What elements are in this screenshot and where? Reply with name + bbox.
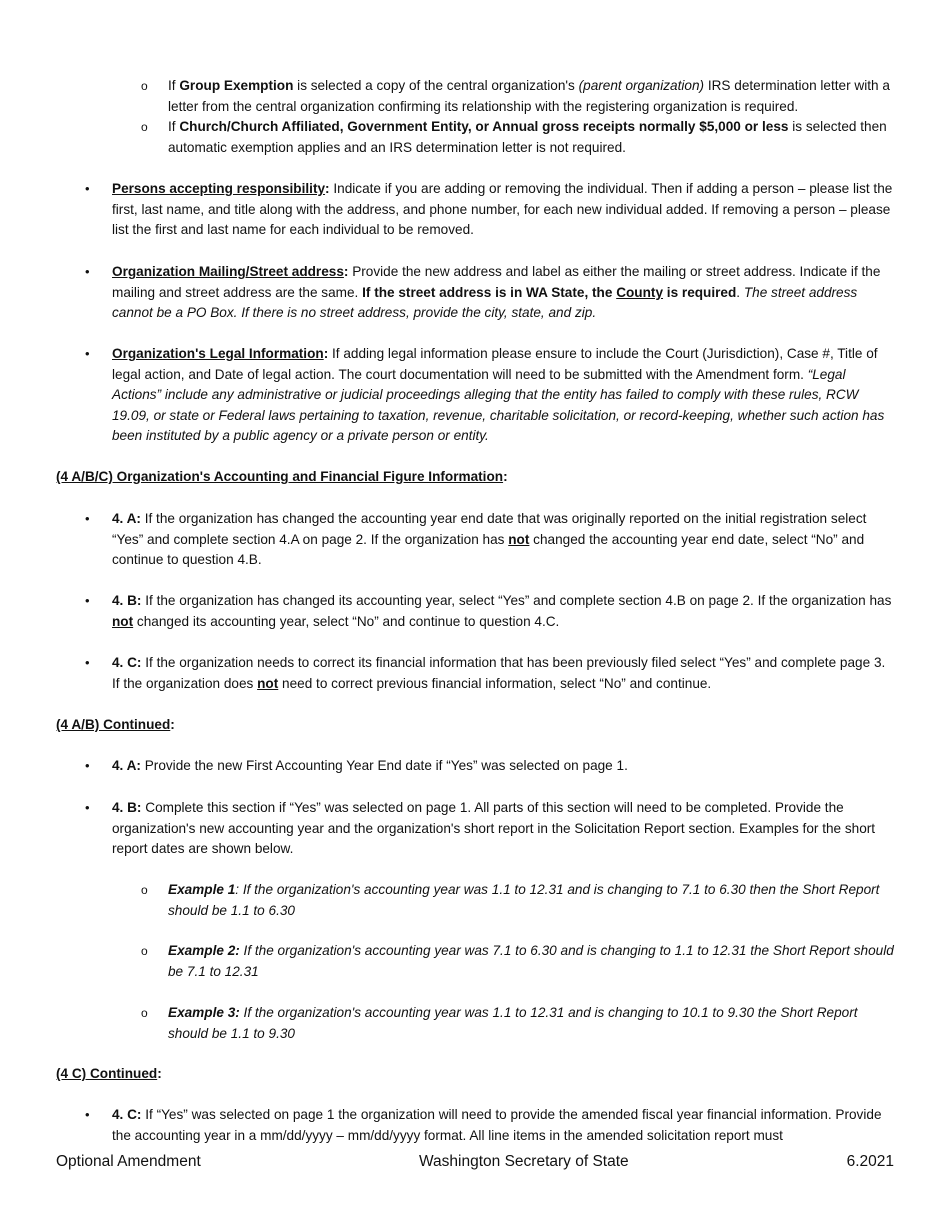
bullet-continued-4c — [85, 1105, 894, 1146]
wa-state-note: If the street address is in WA State, the — [362, 284, 617, 300]
bullet-continued-4b — [85, 798, 894, 860]
sub-item-church — [141, 117, 894, 158]
bullet-4a — [85, 509, 894, 571]
colon: : — [343, 264, 349, 279]
bullet-marker: • — [85, 593, 90, 608]
parent-organization-note: (parent organization) — [578, 78, 705, 93]
church-term: Church/Church Affiliated, Government Entity, or Annual gross receipts normally $5,000 or less — [179, 119, 789, 134]
circle-bullet-marker: o — [141, 120, 148, 134]
section-title: (4 A/B/C) Organization's Accounting and Financial Figure Information — [56, 469, 504, 484]
text: IRS determination letter with a letter from the central organization confirming its relationship with the registering organization is required. — [168, 78, 890, 114]
question-label: 4. A: — [112, 758, 141, 773]
text: If — [168, 78, 180, 93]
persons-label: Persons accepting responsibility — [112, 181, 326, 196]
legal-actions-definition: “Legal Actions” include any administrative or judicial proceedings alleging that the entity has failed to comply with these rules, RCW 19.09, or state or Federal laws pertaining to taxation, revenue, charitable solicitation, or record-keeping, whether such action has been instituted by a public agency or a private person or entity. — [112, 366, 885, 444]
text: If “Yes” was selected on page 1 the organization will need to provide the amended fiscal year financial information. Provide the accounting year in a mm/dd/yyyy – mm/dd/yyyy format. All line items in the amended solicitation report must — [112, 1107, 882, 1143]
bullet-marker: • — [85, 181, 90, 196]
example-text: If the organization's accounting year was 1.1 to 12.31 and is changing to 10.1 to 9.30 the Short Report should be 1.1 to 9.30 — [168, 1005, 858, 1041]
question-label: 4. B: — [112, 593, 142, 608]
bullet-persons-responsibility — [85, 179, 894, 241]
persons-text: Indicate if you are adding or removing the individual. Then if adding a person – please list the first, last name, and title along with the address, and phone number, for each new individual added. If removing a person – please list the first and last name for each individual to be removed. — [112, 181, 893, 238]
colon: : — [157, 1066, 162, 1081]
text: If the organization has changed the accounting year end date that was originally reported on the initial registration select “Yes” and complete section 4.A on page 2. If the organization has — [112, 511, 867, 547]
section-title: (4 A/B) Continued — [56, 717, 171, 732]
colon: : — [325, 181, 330, 196]
text: is selected a copy of the central organization's — [293, 78, 579, 93]
bullet-marker: • — [85, 346, 90, 361]
circle-bullet-marker: o — [141, 79, 148, 93]
bullet-mailing-address — [85, 262, 894, 324]
bullet-marker: • — [85, 1107, 90, 1122]
mailing-text: Provide the new address and label as either the mailing or street address. Indicate if the mailing and street address are the same. — [112, 264, 881, 300]
po-box-note: The street address cannot be a PO Box. If there is no street address, provide the city, state, and zip. — [112, 284, 858, 321]
not-emphasis: not — [508, 531, 530, 547]
example-2 — [141, 941, 894, 982]
text: is selected then automatic exemption applies and an IRS determination letter is not required. — [168, 119, 887, 155]
question-label: 4. C: — [112, 655, 142, 670]
bullet-marker: • — [85, 264, 90, 279]
example-3 — [141, 1003, 894, 1044]
text: If the organization needs to correct its financial information that has been previously filed select “Yes” and complete page 3. If the organization does — [112, 655, 886, 691]
circle-bullet-marker: o — [141, 1006, 148, 1020]
group-exemption-term: Group Exemption — [179, 78, 294, 93]
bullet-continued-4a — [85, 756, 894, 777]
question-label: 4. C: — [112, 1107, 142, 1122]
question-label: 4. B: — [112, 800, 142, 815]
not-emphasis: not — [257, 675, 279, 691]
sub-item-group-exemption — [141, 76, 894, 117]
example-text: : If the organization's accounting year was 1.1 to 12.31 and is changing to 7.1 to 6.30 then the Short Report should be 1.1 to 6.30 — [168, 882, 880, 918]
section-heading-4c-continued — [56, 1064, 894, 1085]
text: If the organization has changed its accounting year, select “Yes” and complete section 4.B on page 2. If the organization has — [141, 593, 892, 608]
text: If — [168, 119, 180, 134]
section-title: (4 C) Continued — [56, 1066, 158, 1081]
footer-center: Washington Secretary of State — [419, 1153, 629, 1170]
legal-text: If adding legal information please ensure to include the Court (Jurisdiction), Case #, Title of legal action, and Date of legal action. The court documentation will need to be submitted with the Amendment form. — [112, 346, 878, 382]
example-text: If the organization's accounting year was 7.1 to 6.30 and is changing to 1.1 to 12.31 the Short Report should be 7.1 to 12.31 — [168, 943, 894, 979]
bullet-marker: • — [85, 758, 90, 773]
footer-left: Optional Amendment — [56, 1153, 201, 1170]
text: . — [736, 284, 744, 300]
legal-label: Organization's Legal Information — [112, 346, 324, 361]
not-emphasis: not — [112, 613, 134, 629]
example-label: Example 2: — [168, 943, 240, 958]
question-label: 4. A: — [112, 511, 141, 526]
required-note: is required — [663, 284, 737, 300]
text: changed the accounting year end date, select “No” and continue to question 4.B. — [112, 531, 865, 568]
bullet-legal-information — [85, 344, 894, 447]
text: need to correct previous financial information, select “No” and continue. — [278, 675, 712, 691]
colon: : — [503, 469, 508, 484]
circle-bullet-marker: o — [141, 944, 148, 958]
mailing-label: Organization Mailing/Street address — [112, 264, 344, 279]
bullet-4b — [85, 591, 894, 632]
colon: : — [323, 346, 329, 361]
circle-bullet-marker: o — [141, 883, 148, 897]
county-term: County — [616, 284, 664, 300]
bullet-marker: • — [85, 511, 90, 526]
colon: : — [170, 717, 175, 732]
text: changed its accounting year, select “No” and continue to question 4.C. — [133, 613, 560, 629]
example-1 — [141, 880, 894, 921]
section-heading-4abc — [56, 467, 894, 488]
text: Provide the new First Accounting Year End date if “Yes” was selected on page 1. — [140, 758, 628, 773]
text: Complete this section if “Yes” was selected on page 1. All parts of this section will need to be completed. Provide the organization's new accounting year and the organization's short report in the Solicitation Report section. Examples for the short report dates are shown below. — [112, 800, 876, 857]
footer-right: 6.2021 — [846, 1153, 894, 1170]
example-label: Example 1 — [168, 882, 236, 897]
bullet-marker: • — [85, 655, 90, 670]
section-heading-4ab-continued — [56, 715, 894, 736]
example-label: Example 3: — [168, 1005, 240, 1020]
bullet-4c — [85, 653, 894, 694]
bullet-marker: • — [85, 800, 90, 815]
